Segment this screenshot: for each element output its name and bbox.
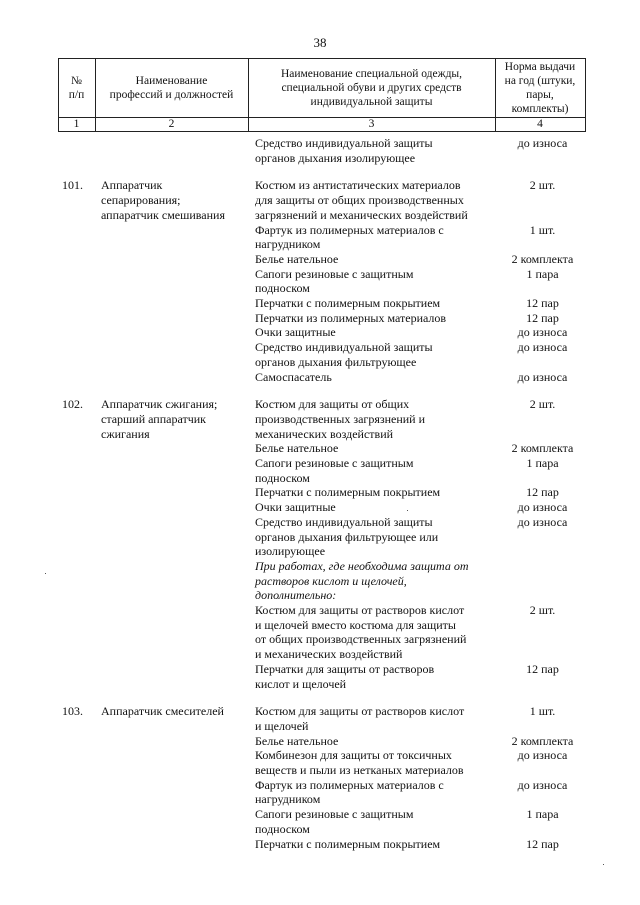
header-number-col — [58, 58, 95, 117]
norm-value: 12 пар — [526, 836, 559, 851]
item-text: и механических воздействий — [255, 647, 403, 662]
item-text: от общих производственных загрязнений — [255, 632, 467, 647]
norm-value: 2 шт. — [529, 603, 556, 617]
header-text-line: пары, — [526, 88, 554, 101]
profession-text: Аппаратчик — [101, 178, 163, 193]
item-text: Сапоги резиновые с защитным — [255, 456, 414, 470]
item-text: Костюм для защиты от растворов кислот — [255, 603, 465, 617]
item-text: и щелочей — [255, 718, 309, 733]
entry-number: 103. — [62, 704, 83, 719]
item-text: Перчатки из полимерных материалов — [255, 310, 447, 325]
item-text: Перчатки для защиты от растворов — [255, 661, 435, 676]
norm-value: 12 пар — [526, 296, 559, 310]
item-text: Фартук из полимерных материалов с — [255, 222, 444, 237]
profession-text: Аппаратчик смесителей — [101, 704, 224, 719]
item-text: Фартук из полимерных материалов с — [255, 777, 444, 792]
norm-value: до износа — [517, 340, 568, 355]
item-text: Средство индивидуальной защиты — [255, 514, 433, 529]
item-text: Белье нательное — [255, 441, 339, 456]
entry-number: 101. — [62, 178, 83, 193]
norm-value: 2 комплекта — [511, 733, 574, 748]
scan-speck — [45, 573, 46, 574]
item-text: Перчатки с полимерным покрытием — [255, 296, 441, 310]
norm-value: 2 комплекта — [511, 441, 574, 456]
item-text: подноском — [255, 470, 310, 485]
item-text: Перчатки с полимерным покрытием — [255, 836, 441, 851]
norm-value: до износа — [517, 514, 568, 529]
header-text-line: Норма выдачи — [504, 60, 576, 73]
norm-value: 1 шт. — [529, 222, 556, 237]
profession-text: аппаратчик смешивания — [101, 207, 225, 222]
profession-text: сжигания — [101, 426, 150, 441]
item-text: Средство индивидуальной защиты — [255, 340, 433, 355]
profession-text: сепарирования; — [101, 193, 181, 208]
header-text-line: п/п — [68, 88, 85, 101]
item-text: Очки защитные — [255, 500, 336, 515]
norm-value: до износа — [517, 500, 568, 515]
item-text: органов дыхания фильтрующее — [255, 354, 417, 369]
norm-value: 12 пар — [526, 661, 559, 676]
norm-value: 2 шт. — [529, 178, 556, 193]
item-text: нагрудником — [255, 237, 321, 252]
item-text: органов дыхания изолирующее — [255, 150, 416, 165]
item-text: механических воздействий — [255, 426, 394, 441]
item-text: Костюм для защиты от растворов кислот — [255, 704, 465, 719]
item-text: нагрудником — [255, 792, 321, 807]
norm-value: 1 пара — [526, 807, 559, 822]
header-text-line: индивидуальной защиты — [310, 95, 433, 108]
scan-speck — [407, 510, 408, 511]
norm-value: до износа — [517, 777, 568, 792]
item-text: Самоспасатель — [255, 369, 332, 384]
item-text: веществ и пыли из нетканых материалов — [255, 763, 464, 777]
item-text: Костюм из антистатических материалов — [255, 178, 461, 193]
norm-value: до износа — [517, 748, 568, 763]
column-number-4: 4 — [537, 118, 543, 130]
item-text: Костюм для защиты от общих — [255, 397, 410, 412]
header-text-line: на год (штуки, — [504, 74, 576, 87]
table-header — [58, 58, 586, 132]
item-text: дополнительно: — [255, 588, 337, 603]
norm-value: 2 шт. — [529, 397, 556, 412]
header-text-line: специальной обуви и других средств — [281, 81, 462, 94]
item-text: и щелочей вместо костюма для защиты — [255, 617, 456, 632]
item-text: загрязнений и механических воздействий — [255, 207, 468, 222]
profession-text: Аппаратчик сжигания; — [101, 397, 218, 412]
header-text-line: Наименование специальной одежды, — [280, 67, 463, 80]
column-number-3: 3 — [368, 118, 375, 130]
item-text: При работах, где необходима защита от — [255, 558, 469, 573]
header-item-col — [248, 58, 495, 117]
header-text-line: № — [71, 74, 82, 87]
norm-value: 2 комплекта — [511, 251, 574, 266]
column-number-2: 2 — [168, 118, 175, 130]
norm-value: до износа — [517, 325, 568, 340]
profession-text: старший аппаратчик — [101, 411, 207, 426]
item-text: подноском — [255, 821, 310, 836]
header-norm-col — [495, 58, 585, 117]
item-text: кислот и щелочей — [255, 676, 347, 691]
page-number: 38 — [313, 35, 327, 50]
norm-value: 1 шт. — [529, 704, 556, 719]
item-text: Белье нательное — [255, 251, 339, 266]
header-text-line: комплекты) — [511, 102, 569, 115]
norm-value: до износа — [517, 369, 568, 384]
item-text: Комбинезон для защиты от токсичных — [255, 748, 452, 763]
item-text: Средство индивидуальной защиты — [255, 136, 433, 150]
header-text-line: профессий и должностей — [109, 88, 234, 101]
item-text: Очки защитные — [255, 325, 336, 340]
item-text: производственных загрязнений и — [255, 411, 426, 426]
norm-value: до износа — [517, 136, 568, 150]
header-profession-col — [95, 58, 248, 117]
item-text: для защиты от общих производственных — [255, 193, 464, 208]
item-text: Белье нательное — [255, 733, 339, 748]
header-text-line: Наименование — [135, 74, 208, 87]
item-text: Сапоги резиновые с защитным — [255, 266, 414, 281]
scan-speck — [603, 864, 604, 865]
item-text: Перчатки с полимерным покрытием — [255, 485, 441, 500]
column-number-1: 1 — [73, 118, 80, 130]
item-text: Сапоги резиновые с защитным — [255, 807, 414, 822]
norm-value: 1 пара — [526, 456, 559, 470]
item-text: растворов кислот и щелочей, — [255, 573, 407, 588]
norm-value: 1 пара — [526, 266, 559, 281]
item-text: изолирующее — [255, 544, 326, 559]
norm-value: 12 пар — [526, 485, 559, 500]
item-text: органов дыхания фильтрующее или — [255, 529, 439, 544]
entry-number: 102. — [62, 397, 83, 412]
item-text: подноском — [255, 281, 310, 296]
norm-value: 12 пар — [526, 310, 559, 325]
